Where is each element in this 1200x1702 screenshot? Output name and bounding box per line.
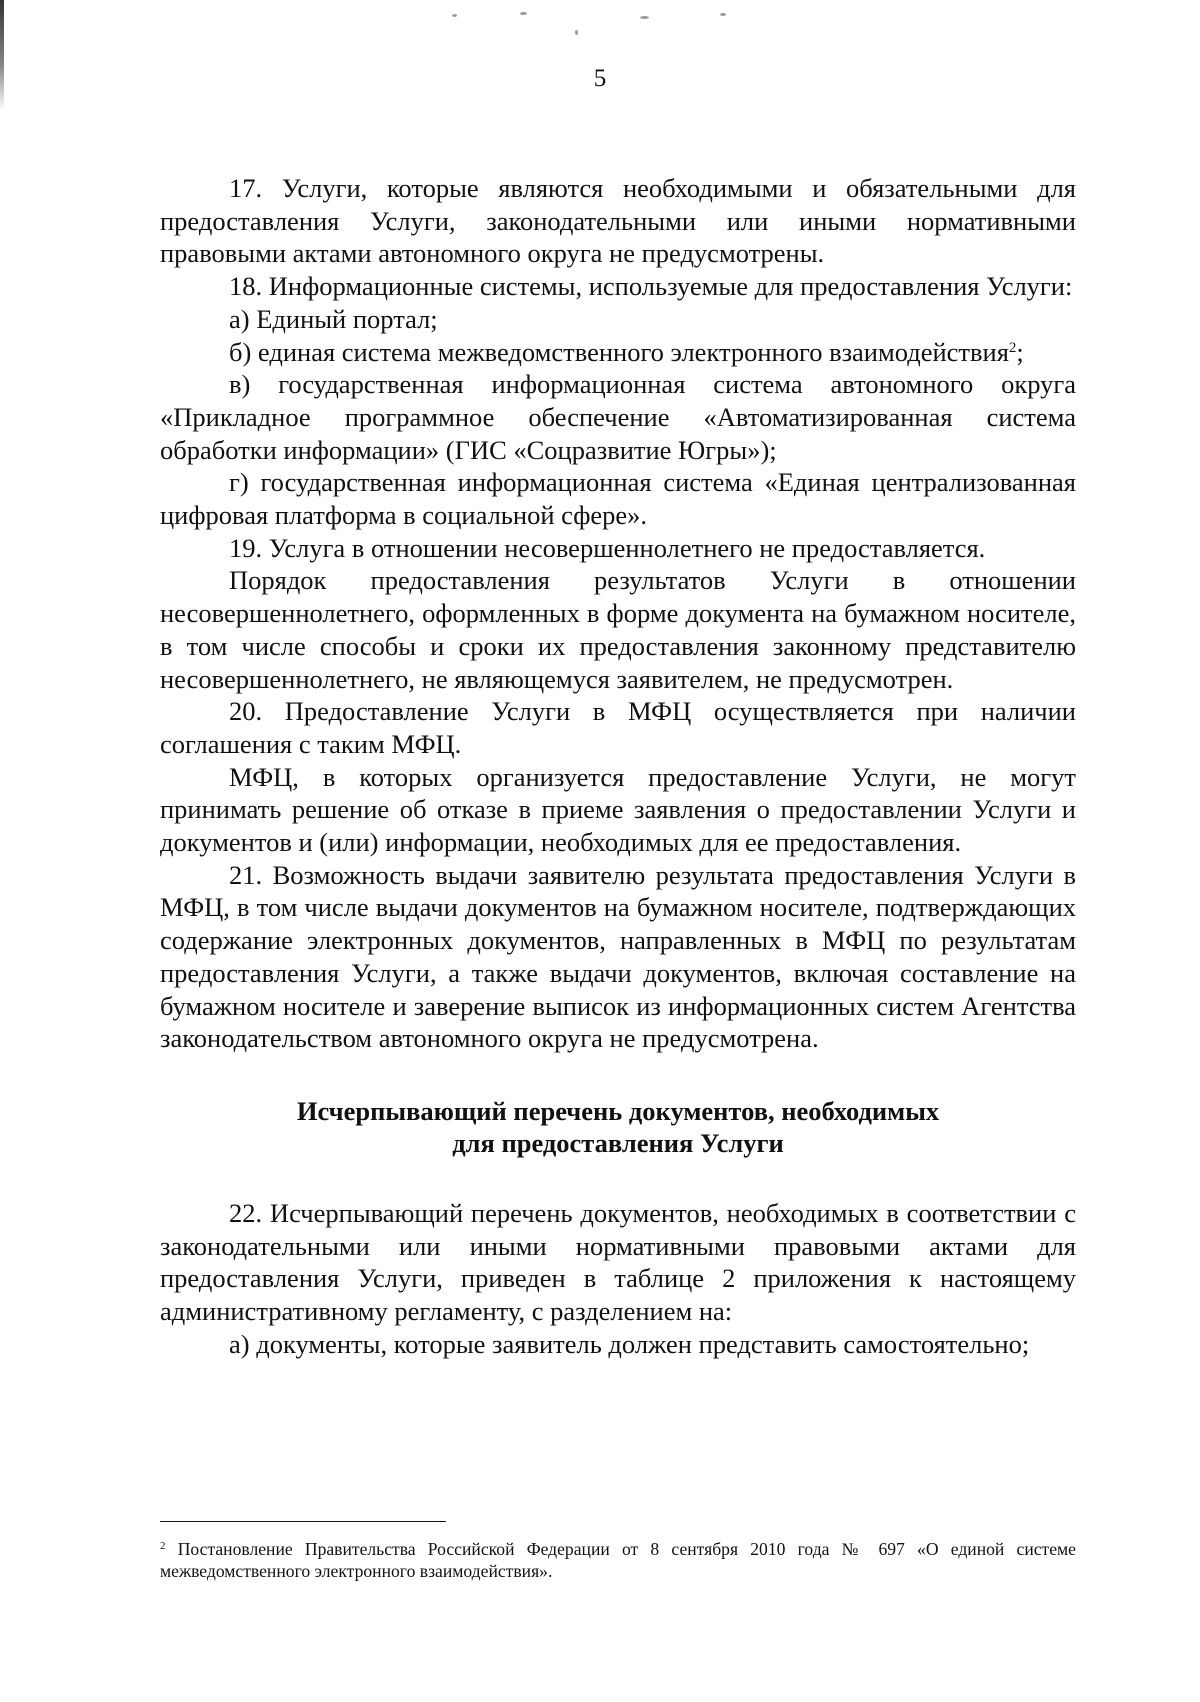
footnote-separator <box>160 1521 446 1522</box>
paragraph-21: 21. Возможность выдачи заявителю результата предоставления Услуги в МФЦ, в том числе выдачи документов на бумажном носителе, подтверждающих содержание электронных документов, направленных в МФЦ по результатам предоставления Услуги, а также выдачи документов, включая составление на бумажном носителе и заверение выписок из информационных систем Агентства законодательством автономного округа не предусмотрена. <box>160 859 1076 1054</box>
list-item-22-a: а) документы, которые заявитель должен представить самостоятельно; <box>229 1328 1030 1359</box>
page-number: 5 <box>593 65 607 92</box>
list-item-b-tail: ; <box>1016 336 1024 367</box>
footnote-text: Постановление Правительства Российской Федерации от 8 сентября 2010 года № 697 «О единой системе межведомственного электронного взаимодействия». <box>160 1539 1076 1581</box>
footnote <box>160 1538 1076 1582</box>
document-body <box>160 172 1076 1361</box>
paragraph-19-order: Порядок предоставления результатов Услуги в отношении несовершеннолетнего, оформленных в форме документа на бумажном носителе, в том числе способы и сроки их предоставления законному представителю несовершеннолетнего, не являющемуся заявителем, не предусмотрен. <box>160 565 1076 694</box>
footnote-marker: 2 <box>160 1540 166 1552</box>
list-item-b <box>160 336 1076 369</box>
paragraph-18: 18. Информационные системы, используемые для предоставления Услуги: <box>229 271 1073 302</box>
list-item-b-text: б) единая система межведомственного электронного взаимодействия <box>229 336 1009 367</box>
paragraph-22: 22. Исчерпывающий перечень документов, необходимых в соответствии с законодательными или иными нормативными правовыми актами для предоставления Услуги, приведен в таблице 2 приложения к настоящему административному регламенту, с разделением на: <box>160 1197 1076 1327</box>
section-heading <box>160 1095 1076 1159</box>
list-item-a: а) Единый портал; <box>229 303 438 334</box>
section-heading-line-1: Исчерпывающий перечень документов, необходимых <box>296 1095 940 1126</box>
scan-speck <box>520 12 527 15</box>
paragraph-19: 19. Услуга в отношении несовершеннолетнего не предоставляется. <box>229 532 986 563</box>
list-item-v: в) государственная информационная система автономного округа «Прикладное программное обеспечение «Автоматизированная система обработки информации» (ГИС «Соцразвитие Югры»); <box>160 369 1076 465</box>
paragraph-17: 17. Услуги, которые являются необходимыми и обязательными для предоставления Услуги, законодательными или иными нормативными правовыми актами автономного округа не предусмотрены. <box>160 173 1076 269</box>
section-heading-line-2: для предоставления Услуги <box>452 1127 784 1158</box>
scan-speck <box>640 16 649 19</box>
paragraph-20-mfc: МФЦ, в которых организуется предоставление Услуги, не могут принимать решение об отказе в приеме заявления о предоставлении Услуги и документов и (или) информации, необходимых для ее предоставления. <box>160 761 1076 858</box>
scan-speck <box>452 14 457 17</box>
scan-speck <box>720 13 726 16</box>
scan-speck <box>575 30 578 35</box>
footnote-reference[interactable]: 2 <box>1008 339 1017 356</box>
paragraph-20: 20. Предоставление Услуги в МФЦ осуществляется при наличии соглашения с таким МФЦ. <box>160 696 1076 759</box>
list-item-g: г) государственная информационная система «Единая централизованная цифровая платформа в социальной сфере». <box>160 467 1076 531</box>
